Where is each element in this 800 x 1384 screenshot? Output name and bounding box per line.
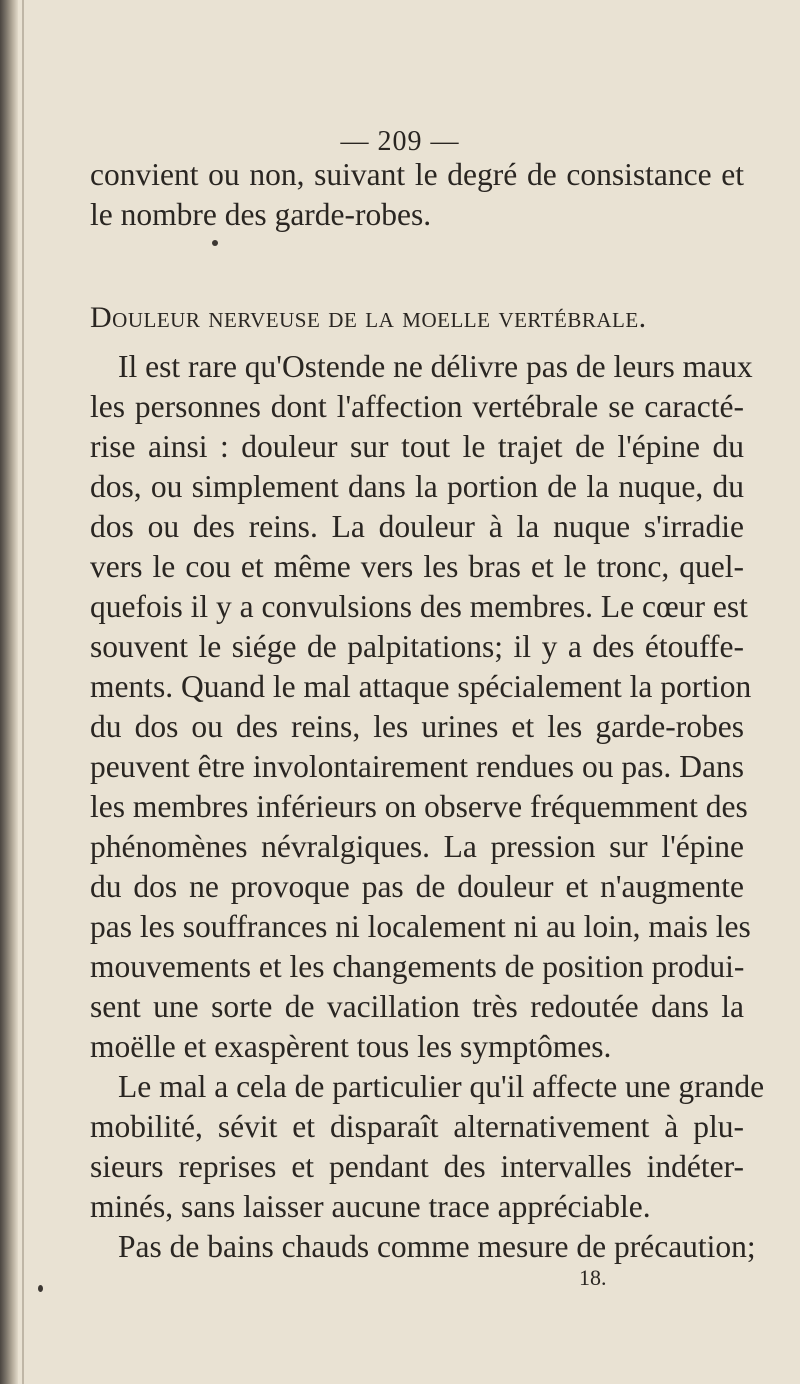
ink-speck — [212, 240, 218, 246]
text-line: Pas de bains chauds comme mesure de précaution; — [118, 1229, 756, 1264]
page-fold-line — [22, 0, 24, 1384]
text-line: dos, ou simplement dans la portion de la nuque, du — [90, 469, 744, 504]
section-heading: Douleur nerveuse de la moelle vertébrale. — [90, 301, 647, 334]
text-line: moëlle et exaspèrent tous les symptômes. — [90, 1029, 612, 1064]
text-line: Il est rare qu'Ostende ne délivre pas de leurs maux — [118, 349, 753, 384]
text-line: minés, sans laisser aucune trace appréciable. — [90, 1189, 651, 1224]
text-line: convient ou non, suivant le degré de consistance et — [90, 157, 744, 192]
text-line: phénomènes névralgiques. La pression sur l'épine — [90, 829, 744, 864]
text-line: vers le cou et même vers les bras et le tronc, quel- — [90, 549, 744, 584]
text-line: quefois il y a convulsions des membres. Le cœur est — [90, 589, 748, 624]
ink-speck — [38, 1285, 43, 1292]
text-line: pas les souffrances ni localement ni au loin, mais les — [90, 909, 751, 944]
text-line: du dos ou des reins, les urines et les garde-robes — [90, 709, 744, 744]
text-line: Le mal a cela de particulier qu'il affecte une grande — [118, 1069, 765, 1104]
text-line: dos ou des reins. La douleur à la nuque s'irradie — [90, 509, 744, 544]
text-line: les membres inférieurs on observe fréquemment des — [90, 789, 748, 824]
signature-mark: 18. — [579, 1265, 607, 1290]
text-line: mouvements et les changements de position produi- — [90, 949, 745, 984]
text-line: souvent le siége de palpitations; il y a des étouffe- — [90, 629, 744, 664]
text-line: les personnes dont l'affection vertébrale se caracté- — [90, 389, 744, 424]
text-line: sent une sorte de vacillation très redoutée dans la — [90, 989, 744, 1024]
text-line: mobilité, sévit et disparaît alternativement à plu- — [90, 1109, 744, 1144]
text-line: du dos ne provoque pas de douleur et n'augmente — [90, 869, 744, 904]
text-line: rise ainsi : douleur sur tout le trajet de l'épine du — [90, 429, 744, 464]
page-gutter-shadow — [0, 0, 18, 1384]
text-line: ments. Quand le mal attaque spécialement la portion — [90, 669, 752, 704]
text-line: le nombre des garde-robes. — [90, 197, 432, 232]
text-line: sieurs reprises et pendant des intervalles indéter- — [90, 1149, 744, 1184]
text-line: peuvent être involontairement rendues ou pas. Dans — [90, 749, 744, 784]
page-number: — 209 — — [340, 126, 460, 157]
